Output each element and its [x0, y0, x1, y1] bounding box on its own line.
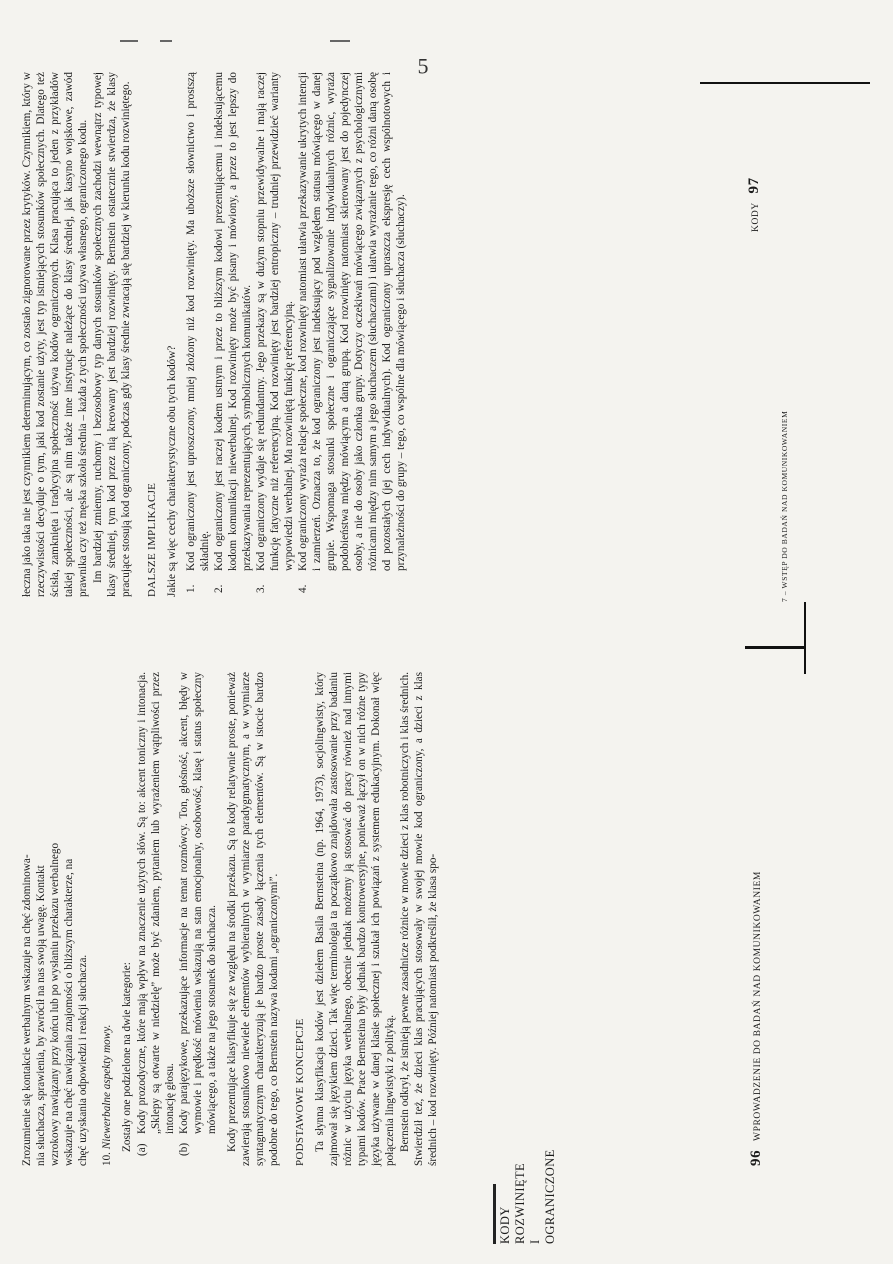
signature-line: 7 – WSTĘP DO BADAŃ NAD KOMUNIKOWANIEM	[780, 410, 789, 602]
feature-marker: 3.	[255, 584, 267, 593]
left-main-column	[20, 672, 441, 1166]
category-list	[135, 672, 219, 1166]
gutter-line	[745, 646, 805, 649]
intro-block	[20, 672, 90, 1166]
left-footer	[748, 871, 765, 1166]
running-title: KODY	[751, 202, 761, 232]
edge-line	[700, 82, 870, 84]
handwritten-mark: 5	[417, 53, 429, 79]
margin-heading-line: KODY	[498, 1206, 512, 1244]
category-item	[177, 672, 219, 1166]
feature-text: Kod ograniczony jest uproszczony, mniej złożony niż kod rozwinięty. Ma uboższe słownictwo i prostszą składnię.	[185, 72, 211, 571]
right-main-column	[20, 72, 408, 597]
feature-item	[212, 72, 254, 597]
scan-speck	[160, 40, 172, 42]
margin-heading	[498, 1149, 558, 1244]
intro-line: wzrokowy nawiązany przy końcu lub po wysłaniu przekazu werbalnego	[49, 842, 61, 1166]
intro-line: Zrozumienie się kontakcie werbalnym wskazuje na chęć zdominowa-	[21, 854, 33, 1166]
running-title: WPROWADZENIE DO BADAŃ NAD KOMUNIKOWANIEM	[753, 871, 763, 1141]
feature-text: Kod ograniczony wyraża relacje społeczne, kod rozwinięty natomiast ułatwia przekazywanie ukrytych intencji i zamierzeń. Oznacza to, że kod ograniczony jest indeksujący pod względem statusu mówiącego w danej grupie. Wspomaga stosunki społeczne i ograniczające sygnalizowanie indywidualnych różnic, wyraża podobieństwa między mówiącym a daną grupą. Kod rozwinięty natomiast skierowany jest do pojedynczej osoby, a nie do osoby jako członka grupy. Dotyczy oczekiwań mówiącego związanych z psychologicznymi różnicami między nim samym a jego słuchaczem (słuchaczami) i ułatwia wyrażanie tego, co różni daną osobę od pozostałych (jej cech indywidualnych). Kod ograniczony upraszcza ekspresję cech wspólnotowych i przynależności do grupy – tego, co wspólne dla mówiącego i słuchacza (słuchaczy).	[297, 72, 407, 571]
feature-marker: 4.	[297, 584, 309, 593]
left-page	[0, 632, 893, 1264]
section-10-title: Niewerbalne aspekty mowy.	[101, 1024, 113, 1150]
section-heading: DALSZE IMPLIKACJE	[146, 482, 158, 597]
feature-item	[254, 72, 296, 597]
feature-item	[296, 72, 408, 597]
right-footer	[746, 171, 763, 232]
scan-speck	[120, 40, 138, 42]
gutter-rule	[804, 602, 806, 674]
section-heading: PODSTAWOWE KONCEPCJE	[294, 1018, 306, 1166]
feature-marker: 1.	[185, 584, 197, 593]
question: Jakie są więc cechy charakterystyczne obu tych kodów?	[166, 345, 178, 597]
paragraph: Kody prezentujące klasyfikuje się ze względu na środki przekazu. Są to kody relatywnie proste, ponieważ zawierają stosunkowo niewiele elementów wybieralnych w wymiarze paradygmatycznym, a w wymiarze syntagmatycznym charakteryzują je bardzo proste zasady łączenia tych elementów. Są w istocie bardzo podobne do tego, co Bernstein nazywa kodami „ograniczonymi”.	[226, 672, 280, 1166]
page-number: 97	[746, 177, 762, 194]
category-marker: (a)	[136, 1143, 148, 1156]
category-text: Kody parajęzykowe, przekazujące informacje na temat rozmówcy. Ton, głośność, akcent, błędy w wymowie i prędkość mówienia wskazują na stan emocjonalny, osobowość, klasę i status społeczny mówiącego, a także na jego stosunek do słuchacza.	[178, 672, 218, 1134]
scan-speck	[330, 40, 350, 42]
margin-heading-line: ROZWINIĘTE	[513, 1162, 527, 1244]
paragraph: Im bardziej zmienny, ruchomy i bezosobowy typ danych stosunków społecznych zachodzi wewnątrz typowej klasy średniej, tym kod przez nią kreowany jest bardziej rozwinięty. Bernstein ostatecznie stwierdza, że klasy pracujące stosują kod ograniczony, podczas gdy klasy średnie zwracają się bardziej w kierunku kodu rozwiniętego.	[92, 72, 132, 597]
intro-line: nia słuchacza, sprawienia, by zwrócił na nas swoją uwagę. Kontakt	[35, 865, 47, 1166]
intro-line: wskazuje na chęć nawiązania znajomości o bliższym charakterze, na	[63, 858, 75, 1166]
category-text: Kody prozodyczne, które mają wpływ na znaczenie użytych słów. Są to: akcent toniczny i intonacja. „Sklepy są otwarte w niedzielę” może być zdaniem, pytaniem lub wyrażeniem wątpliwości przez intonację głosu.	[136, 672, 176, 1134]
margin-heading-rule	[493, 1184, 496, 1244]
feature-text: Kod ograniczony jest raczej kodem ustnym i przez to bliższym kodowi prezentującemu i indeksującemu kodom komunikacji niewerbalnej. Kod rozwinięty może być pisany i mówiony, a przez to jest lepszy do przekazywania reprezentujących, symbolicznych komunikatów.	[213, 72, 253, 571]
category-item	[135, 672, 177, 1166]
intro-line: chęć uzyskania odpowiedzi i reakcji słuchacza.	[77, 954, 89, 1166]
paragraph: łeczna jako taka nie jest czynnikiem determinującym, co zostało zignorowane przez krytyków. Czynnikiem, który w rzeczywistości decyduje o tym, jaki kod zostanie użyty, jest typ istniejących stosunków społecznych. Dlatego też ścisła, zamknięta i tradycyjna społeczność używa kodów ograniczonych. Klasa pracująca to jeden z przykładów takiej społeczności, ale są nim także inne instytucje należące do klasy średniej, jak kasyno wojskowe, zawód prawnika czy też męska szkoła średnia – każda z tych społeczności używa własnego, ograniczonego kodu.	[21, 72, 89, 597]
feature-text: Kod ograniczony wydaje się redundantny. Jego przekazy są w dużym stopniu przewidywalne i mają raczej funkcję fatyczne niż referencyjną. Kod rozwinięty jest bardziej entropiczny – trudniej przewidzieć warianty wypowiedzi werbalnej. Ma rozwiniętą funkcję referencyjną.	[255, 72, 295, 571]
section-10-number: 10.	[101, 1152, 113, 1166]
category-marker: (b)	[178, 1142, 190, 1156]
page-number: 96	[748, 1149, 764, 1166]
feature-marker: 2.	[213, 584, 225, 593]
section-10-heading	[100, 672, 114, 1166]
paragraph: Bernstein odkrył, że istnieją pewne zasadnicze różnice w mowie dzieci z klas robotniczych i klas średnich. Stwierdził też, że dzieci klas pracujących stosowały w swojej mowie kod ograniczony, a dzieci z klas średnich – kod rozwinięty. Później natomiast podkreślił, że klasa spo-	[399, 672, 439, 1166]
feature-item	[184, 72, 212, 597]
section-10-intro: Zostały one podzielone na dwie kategorie:	[121, 962, 133, 1152]
feature-list	[184, 72, 408, 597]
paragraph: Ta słynna klasyfikacja kodów jest dziełem Basila Bernsteina (np. 1964, 1973), socjolingwisty, który zajmował się językiem dzieci. Tak więc terminologia ta początkowo znajdowała zastosowanie przy badaniu różnic w użyciu języka werbalnego, obecnie jednak możemy ją stosować do pracy również nad innymi typami kodów. Prace Bernsteina były jednak bardzo kontrowersyjne, ponieważ łączył on w nich różne typy języka używane w danej klasie społecznej i szukał ich powiązań z systemem edukacyjnym. Dokonał więc połączenia lingwistyki z polityką.	[314, 672, 396, 1166]
margin-heading-line: I OGRANICZONE	[528, 1149, 557, 1244]
